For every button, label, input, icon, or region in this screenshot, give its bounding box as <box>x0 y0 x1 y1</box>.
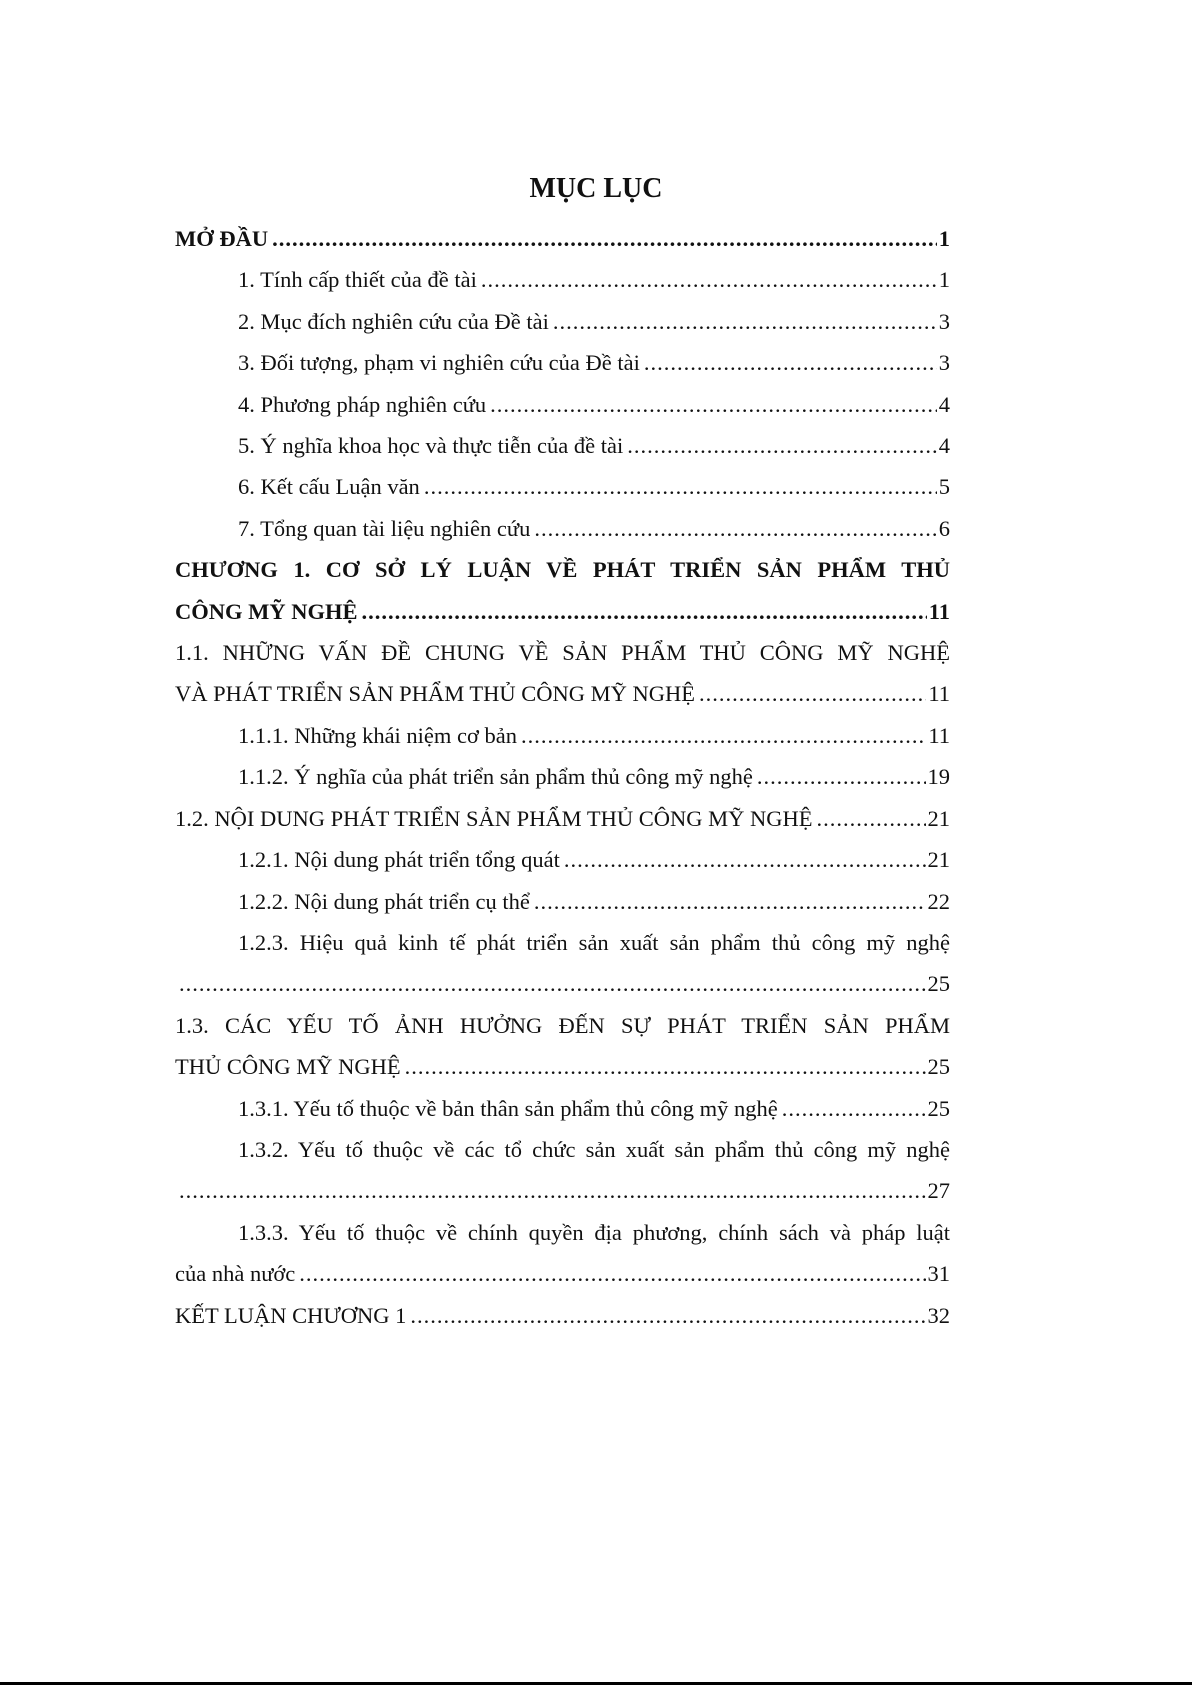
toc-entry-label-line2: của nhà nước <box>175 1261 296 1287</box>
toc-entry-label-line2: VÀ PHÁT TRIỂN SẢN PHẨM THỦ CÔNG MỸ NGHỆ <box>175 681 696 707</box>
toc-page-number: 22 <box>927 888 950 914</box>
toc-entry-1-2-2[interactable] <box>175 881 950 922</box>
dot-leader <box>534 508 936 549</box>
toc-page-number: 1 <box>938 226 950 251</box>
dot-leader <box>699 673 926 714</box>
toc-entry-label: 3. Đối tượng, phạm vi nghiên cứu của Đề tài <box>238 350 640 376</box>
toc-page-number: 32 <box>927 1302 950 1328</box>
toc-entry-1-1[interactable] <box>175 632 950 715</box>
toc-page-number: 11 <box>928 598 950 624</box>
toc-entry-1-1-2[interactable] <box>175 756 950 797</box>
toc-page-number: 11 <box>928 681 950 707</box>
toc-page-number: 31 <box>927 1261 950 1287</box>
toc-entry-label-line2: THỦ CÔNG MỸ NGHỆ <box>175 1054 401 1080</box>
toc-page-number: 6 <box>938 515 950 541</box>
toc-entry-label-line1: 1.3. CÁC YẾU TỐ ẢNH HƯỞNG ĐẾN SỰ PHÁT TRIỂN SẢN PHẨM <box>175 1012 950 1038</box>
toc-entry-1-3-1[interactable] <box>175 1088 950 1129</box>
toc-entry-1-1-1[interactable] <box>175 715 950 756</box>
toc-entry-label: 1.2. NỘI DUNG PHÁT TRIỂN SẢN PHẨM THỦ CÔNG MỸ NGHỆ <box>175 805 813 831</box>
toc-entry-label-line1: 1.2.3. Hiệu quả kinh tế phát triển sản xuất sản phẩm thủ công mỹ nghệ <box>238 929 950 955</box>
toc-entry-label-line1: CHƯƠNG 1. CƠ SỞ LÝ LUẬN VỀ PHÁT TRIỂN SẢN PHẨM THỦ <box>175 557 950 583</box>
toc-entry-label: 2. Mục đích nghiên cứu của Đề tài <box>238 308 549 334</box>
toc-entry-s3[interactable] <box>175 342 950 383</box>
dot-leader <box>362 591 927 632</box>
dot-leader <box>817 798 926 839</box>
toc-entry-label: 6. Kết cấu Luận văn <box>238 474 420 500</box>
toc-page-number: 3 <box>938 350 950 376</box>
dot-leader <box>627 425 937 466</box>
dot-leader <box>782 1088 926 1129</box>
toc-entry-mo-dau[interactable] <box>175 218 950 259</box>
dot-leader <box>521 715 926 756</box>
toc-entry-label: 7. Tổng quan tài liệu nghiên cứu <box>238 515 531 541</box>
toc-entry-s1[interactable] <box>175 259 950 300</box>
toc-entry-1-2-3[interactable] <box>175 922 950 1005</box>
toc-page-number: 4 <box>938 433 950 459</box>
dot-leader <box>481 259 937 300</box>
toc-entry-ket-luan[interactable] <box>175 1295 950 1336</box>
toc-entry-label: 1.1.1. Những khái niệm cơ bản <box>238 722 518 748</box>
toc-entry-label: 4. Phương pháp nghiên cứu <box>238 391 487 417</box>
toc-entry-label: 5. Ý nghĩa khoa học và thực tiễn của đề tài <box>238 433 624 459</box>
toc-entry-label: MỞ ĐẦU <box>175 226 269 251</box>
toc-page-number: 1 <box>938 267 950 293</box>
toc-entry-s6[interactable] <box>175 466 950 507</box>
toc-entry-chapter-1[interactable] <box>175 549 950 632</box>
toc-entry-label-line2: CÔNG MỸ NGHỆ <box>175 598 358 624</box>
toc-page-number: 25 <box>927 971 950 997</box>
toc-entry-label: 1.3.1. Yếu tố thuộc về bản thân sản phẩm thủ công mỹ nghệ <box>238 1095 778 1121</box>
dot-leader <box>299 1253 925 1294</box>
toc-entry-1-3-3[interactable] <box>175 1212 950 1295</box>
toc-page-number: 11 <box>928 722 950 748</box>
toc-page-number: 25 <box>927 1095 950 1121</box>
toc-entry-1-3[interactable] <box>175 1005 950 1088</box>
toc-entry-s5[interactable] <box>175 425 950 466</box>
dot-leader <box>534 881 926 922</box>
toc-page-number: 4 <box>938 391 950 417</box>
dot-leader <box>424 466 937 507</box>
toc-page-number: 3 <box>938 308 950 334</box>
toc-entry-1-3-2[interactable] <box>175 1129 950 1212</box>
toc-entry-s2[interactable] <box>175 301 950 342</box>
toc-entry-label: 1.2.2. Nội dung phát triển cụ thể <box>238 888 530 914</box>
toc-entry-1-2[interactable] <box>175 798 950 839</box>
toc-page-number: 5 <box>938 474 950 500</box>
dot-leader <box>644 342 937 383</box>
toc-entry-label-line1: 1.3.3. Yếu tố thuộc về chính quyền địa phương, chính sách và pháp luật <box>238 1219 950 1245</box>
toc-entry-label-line1: 1.1. NHỮNG VẤN ĐỀ CHUNG VỀ SẢN PHẨM THỦ CÔNG MỸ NGHỆ <box>175 640 950 666</box>
dot-leader <box>757 756 926 797</box>
page-title: MỤC LỤC <box>529 173 663 204</box>
toc-page-number: 19 <box>927 764 950 790</box>
toc-entry-s7[interactable] <box>175 508 950 549</box>
toc-entry-label-line1: 1.3.2. Yếu tố thuộc về các tổ chức sản xuất sản phẩm thủ công mỹ nghệ <box>238 1136 950 1162</box>
dot-leader <box>410 1295 925 1336</box>
dot-leader <box>490 384 937 425</box>
toc-entry-label: KẾT LUẬN CHƯƠNG 1 <box>175 1302 407 1328</box>
toc-entry-label: 1. Tính cấp thiết của đề tài <box>238 267 477 293</box>
toc-entry-label: 1.2.1. Nội dung phát triển tổng quát <box>238 847 560 873</box>
dot-leader <box>405 1046 926 1087</box>
dot-leader <box>564 839 926 880</box>
toc-entry-label: 1.1.2. Ý nghĩa của phát triển sản phẩm thủ công mỹ nghệ <box>238 764 753 790</box>
toc-entry-1-2-1[interactable] <box>175 839 950 880</box>
toc-entry-s4[interactable] <box>175 384 950 425</box>
toc-page-number: 27 <box>927 1178 950 1204</box>
dot-leader <box>179 963 926 1004</box>
table-of-contents <box>175 218 950 1336</box>
dot-leader <box>272 218 937 259</box>
dot-leader <box>553 301 937 342</box>
toc-page-number: 25 <box>927 1054 950 1080</box>
toc-page-number: 21 <box>927 805 950 831</box>
dot-leader <box>179 1170 926 1211</box>
toc-page-number: 21 <box>927 847 950 873</box>
